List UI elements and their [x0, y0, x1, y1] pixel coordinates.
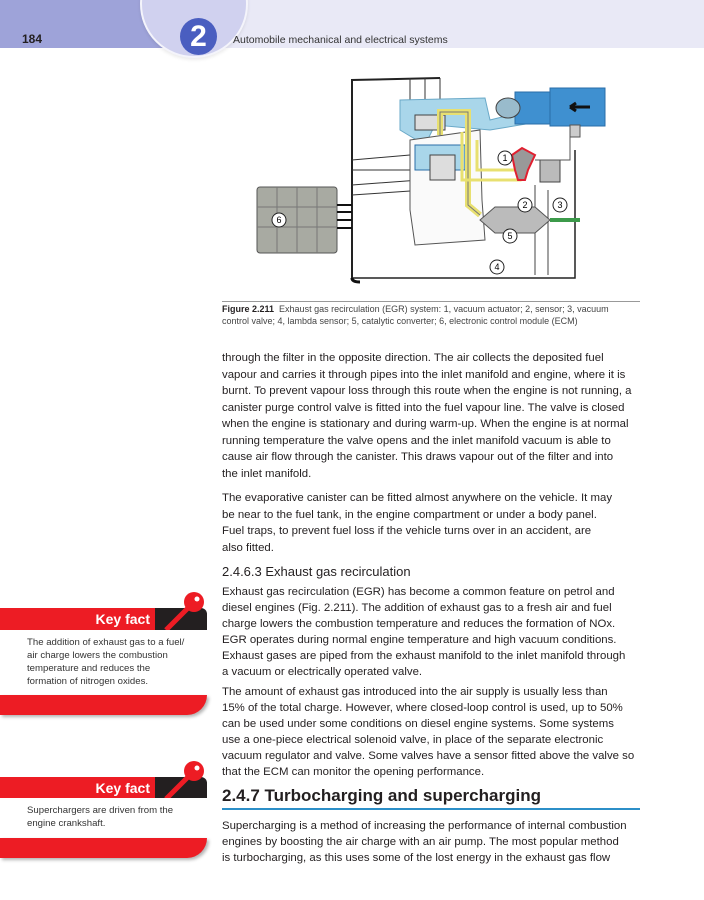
text-line: vacuum regulator and valve. Some valves have a sensor fitted above the valve so	[222, 750, 635, 762]
label-3	[553, 198, 567, 212]
text-line: Supercharging is a method of increasing the performance of internal combustion	[222, 820, 627, 832]
key-fact-title: Key fact	[0, 608, 155, 630]
key-fact-text	[0, 798, 207, 838]
text-line: burnt. To prevent vapour loss through this route when the engine is not running, a	[222, 385, 632, 397]
text-line: diesel engines (Fig. 2.211). The addition of exhaust gas to a fresh air and fuel	[222, 602, 612, 614]
caption-label: Figure 2.211	[222, 304, 275, 314]
heading-egr: 2.4.6.3 Exhaust gas recirculation	[222, 564, 411, 579]
text-line: that the ECM can monitor the opening performance.	[222, 766, 485, 778]
key-icon	[160, 590, 210, 635]
text-line: The addition of exhaust gas to a fuel/	[27, 637, 185, 648]
label-4	[490, 260, 504, 274]
caption-rule	[222, 301, 640, 302]
text-line: running temperature the valve opens and the inlet manifold vacuum is able to	[222, 434, 611, 447]
text-line: can be used under some conditions on diesel engine systems. Some systems	[222, 718, 614, 730]
text-line: Fuel traps, to prevent fuel loss if the vehicle turns over in an accident, are	[222, 525, 592, 537]
svg-text:2: 2	[522, 200, 528, 210]
text-line: charge lowers the combustion temperature and reduces the formation of NOx.	[222, 618, 616, 630]
text-line: engine crankshaft.	[27, 818, 106, 829]
text-line: be near to the fuel tank, in the engine compartment or under a body panel.	[222, 508, 597, 521]
chapter-number-badge: 2	[180, 18, 217, 55]
paragraph-supercharging	[222, 818, 627, 866]
svg-text:3: 3	[557, 200, 563, 210]
text-line: Exhaust gas recirculation (EGR) has become a common feature on petrol and	[222, 586, 615, 598]
caption-text: Exhaust gas recirculation (EGR) system: 1, vacuum actuator; 2, sensor; 3, vacuum control valve; 4, lambda sensor; 5, catalytic converter; 6, electronic control module (ECM)	[222, 304, 609, 326]
svg-text:6: 6	[276, 215, 282, 225]
text-line: Exhaust gases are piped from the exhaust manifold to the inlet manifold through	[222, 650, 626, 662]
text-line: canister purge control valve is fitted into the fuel vapour line. The valve is closed	[222, 401, 625, 414]
text-line: use a one-piece electrical solenoid valve, in place of the separate electronic	[222, 734, 604, 746]
text-line: also fitted.	[222, 541, 274, 554]
label-1	[498, 151, 512, 165]
text-line: engines by boosting the air charge with an air pump. The most popular method	[222, 836, 619, 848]
heading-turbocharging: 2.4.7 Turbocharging and supercharging	[222, 786, 640, 810]
text-line: air charge lowers the combustion	[27, 650, 168, 661]
label-5	[503, 229, 517, 243]
svg-text:4: 4	[494, 262, 500, 272]
text-line: through the filter in the opposite direction. The air collects the deposited fuel	[222, 352, 604, 364]
text-line: Superchargers are driven from the	[27, 805, 174, 816]
text-line: a vacuum or electrically operated valve.	[222, 666, 423, 678]
key-fact-footer	[0, 695, 207, 715]
egr-system-diagram	[250, 70, 630, 290]
paragraph-egr-intro	[222, 584, 625, 680]
text-line: vapour and carries it through pipes into the inlet manifold and engine, where it is	[222, 368, 626, 381]
text-line: when the engine is stationary and during warm-up. When the engine is at normal	[222, 418, 629, 430]
key-fact-text	[0, 630, 207, 695]
svg-text:1: 1	[502, 153, 508, 163]
text-line: is turbocharging, as this uses some of the lost energy in the exhaust gas flow	[222, 852, 611, 864]
page-number: 184	[22, 32, 43, 46]
text-line: the inlet manifold.	[222, 467, 312, 480]
text-line: cause air flow through the canister. This draws vapour out of the filter and into	[222, 451, 614, 463]
label-6	[272, 213, 286, 227]
paragraph-canister	[222, 350, 631, 482]
label-2	[518, 198, 532, 212]
running-title: Automobile mechanical and electrical systems	[233, 34, 448, 46]
svg-text:5: 5	[507, 231, 513, 241]
text-line: formation of nitrogen oxides.	[27, 676, 149, 687]
text-line: The amount of exhaust gas introduced into the air supply is usually less than	[222, 686, 608, 698]
paragraph-egr-amount	[222, 684, 634, 780]
key-fact-footer	[0, 838, 207, 858]
figure-caption	[222, 304, 632, 327]
key-fact-title: Key fact	[0, 777, 155, 799]
text-line: 15% of the total charge. However, where closed-loop control is used, up to 50%	[222, 702, 623, 714]
text-line: EGR operates during normal engine temperature and high vacuum conditions.	[222, 634, 617, 646]
text-line: The evaporative canister can be fitted almost anywhere on the vehicle. It may	[222, 492, 613, 504]
text-line: temperature and reduces the	[27, 663, 151, 674]
paragraph-evaporative	[222, 490, 612, 556]
